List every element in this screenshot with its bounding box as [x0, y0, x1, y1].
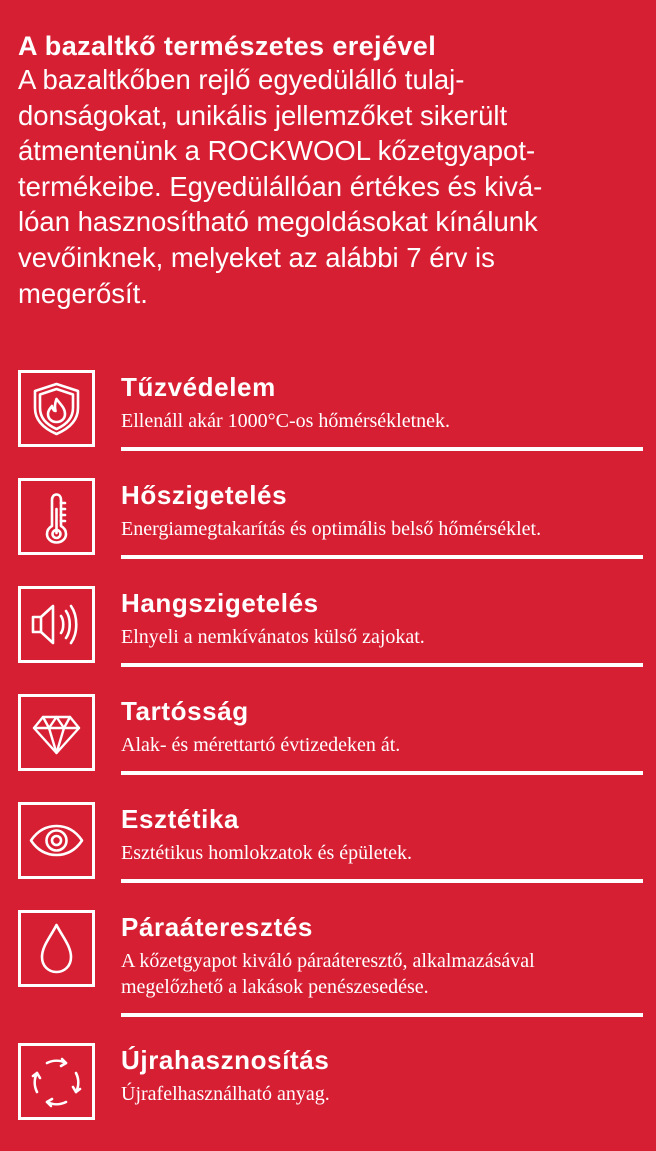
feature-thermal-insulation: [18, 478, 643, 574]
eye-icon: [18, 802, 95, 879]
feature-title: Újrahasznosítás: [121, 1045, 330, 1075]
feature-description-line: Újrafelhasználható anyag.: [121, 1083, 330, 1105]
diamond-icon: [18, 694, 95, 771]
feature-description-line: Ellenáll akár 1000°C-os hőmérsékletnek.: [121, 410, 451, 432]
intro-line: átmentenünk a ROCKWOOL kőzetgyapot-: [18, 135, 536, 167]
intro-title: A bazaltkő természetes erejével: [18, 31, 437, 61]
intro-section: [18, 30, 638, 311]
divider: [121, 771, 643, 775]
divider: [121, 663, 643, 667]
thermometer-icon: [18, 478, 95, 555]
divider: [121, 447, 643, 451]
feature-description-line: Esztétikus homlokzatok és épületek.: [121, 842, 413, 864]
feature-vapour-permeability: [18, 910, 643, 1006]
feature-description-line: A kőzetgyapot kiváló páraáteresztő, alkalmazásával: [121, 950, 535, 972]
feature-title: Esztétika: [121, 804, 240, 834]
feature-durability: [18, 694, 643, 790]
feature-description-line: Energiamegtakarítás és optimális belső hőmérséklet.: [121, 518, 542, 540]
feature-description: [121, 732, 646, 758]
intro-line: termékeibe. Egyedülállóan értékes és kivá-: [18, 170, 543, 202]
feature-recycling: [18, 1043, 643, 1139]
divider: [121, 1013, 643, 1017]
fire-shield-icon: [18, 370, 95, 447]
feature-description: [121, 840, 646, 866]
feature-sound-insulation: [18, 586, 643, 682]
divider: [121, 879, 643, 883]
intro-line: A bazaltkőben rejlő egyedülálló tulaj-: [18, 64, 465, 95]
speaker-icon: [18, 586, 95, 663]
feature-aesthetics: [18, 802, 643, 898]
intro-line: lóan hasznosítható megoldásokat kínálunk: [18, 206, 538, 238]
intro-line: donságokat, unikális jellemzőket sikerült: [18, 99, 508, 131]
feature-title: Tűzvédelem: [121, 372, 276, 402]
feature-description: [121, 624, 646, 650]
feature-description-line: Elnyeli a nemkívánatos külső zajokat.: [121, 626, 425, 648]
feature-description: [121, 516, 646, 542]
feature-title: Hőszigetelés: [121, 480, 288, 510]
feature-description-line: Alak- és mérettartó évtizedeken át.: [121, 734, 401, 756]
feature-description: [121, 1081, 646, 1107]
intro-line: vevőinknek, melyeket az alábbi 7 érv is: [18, 241, 495, 273]
feature-title: Tartósság: [121, 696, 249, 726]
feature-description-line: megelőzhető a lakások penészesedése.: [121, 976, 429, 998]
feature-description: [121, 948, 646, 1000]
intro-body: [18, 62, 638, 311]
intro-line: megerősít.: [18, 277, 148, 309]
feature-description: [121, 408, 646, 434]
divider: [121, 555, 643, 559]
feature-title: Hangszigetelés: [121, 588, 319, 618]
feature-title: Páraáteresztés: [121, 912, 313, 942]
recycle-icon: [18, 1043, 95, 1120]
water-drop-icon: [18, 910, 95, 987]
feature-fire-protection: [18, 370, 643, 466]
